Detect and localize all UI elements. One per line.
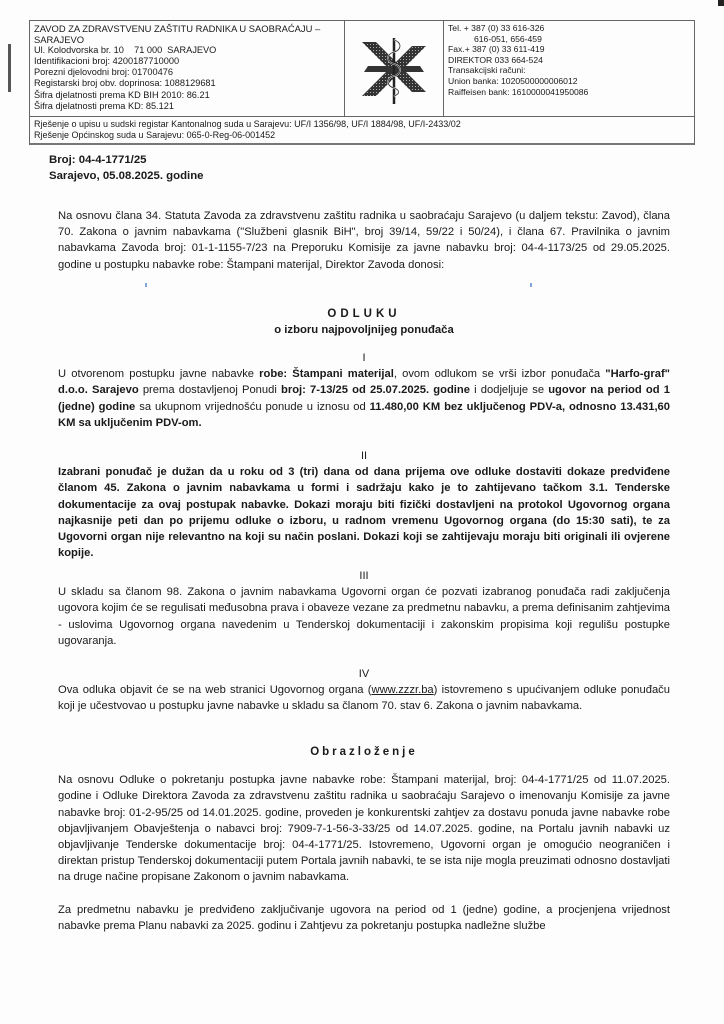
section-1-text-part: i dodjeljuje se <box>469 384 549 397</box>
org-tax-number: Porezni djelovodni broj: 01700476 <box>34 67 173 78</box>
section-4-numeral: IV <box>358 668 370 680</box>
org-activity-code-1: Šifra djelatnosti prema KD BIH 2010: 86.21 <box>34 89 210 100</box>
section-4-text-part: ) istovremeno s upućivanjem odluke ponuđaču koji je učestvovao u postupku javne nabavke u skladu sa članom 70. stav 6. Zakona o javnim nabavkama. <box>58 684 670 713</box>
decision-heading <box>58 306 670 338</box>
reasoning-section <box>58 744 670 934</box>
letterhead <box>29 20 695 145</box>
org-address: Ul. Kolodvorska br. 10 71 000 SARAJEVO <box>34 45 217 56</box>
section-2-text: Izabrani ponuđač je dužan da u roku od 3 (tri) dana od dana prijema ove odluke dostaviti dokaze predviđene članom 45. Zakona o javnim nabavkama u formi i sadržaju kako je to zahtijevano tačkom 3.1. Tenderske dokumentacije za ovaj postupak nabavke. Dokazi moraju biti fizički dostavljeni na protokol Ugovornog organa najkasnije peti dan po prijemu odluke o izboru, u radnom vremenu Ugovornog organa (do 15:30 sati), te za Ugovorni organ nije relevantno na koji su način poslani. Dokazi koji se zahtijevaju moraju biti originali ili ovjerene kopije. <box>58 466 670 560</box>
court-registration <box>30 117 694 145</box>
section-1-numeral: I <box>362 352 366 364</box>
org-activity-code-2: Šifra djelatnosti prema KD: 85.121 <box>34 100 174 111</box>
section-2-numeral: II <box>360 450 368 462</box>
bank-account-raiffeisen: Raiffeisen bank: 1610000041950086 <box>448 86 589 97</box>
section-4-text <box>58 682 670 714</box>
scan-margin-mark <box>8 44 11 92</box>
offer-number: broj: 7-13/25 od 25.07.2025. godine <box>281 384 470 397</box>
org-reg-number: Registarski broj obv. doprinosa: 1088129681 <box>34 78 216 89</box>
decision-title: ODLUKU <box>327 308 401 320</box>
section-3 <box>58 568 670 649</box>
ink-speck <box>530 283 532 287</box>
letterhead-org-info <box>30 21 345 116</box>
reasoning-paragraph-1: Na osnovu Odluke o pokretanju postupka javne nabavke robe: Štampani materijal, broj: 04-4-1771/25 od 11.07.2025. godine i Odluke Direktora Zavoda za zdravstvenu zaštitu radnika u saobraćaju Sarajevo o imenovanju Komisije za javne nabavke broj: 01-2-95/25 od 14.01.2025. godine, proveden je konkurentski zahtjev za dostavu ponuda javne nabavke robe objavljivanjem Obavještenja o nabavci broj: 7909-7-1-56-3-33/25 od 14.07.2025. godine, na Portalu javnih nabavki uz objavljivanje Tenderske dokumentacije broj: 04-4-1771/25. Istovremeno, Ugovorni organ je omogućio neograničen i direktan pristup Tenderskoj dokumentaciji putem Portala javnih nabavki, te se ista nije mogla preuzimati odnosno dostavljati na druge načine propisane Zakonom o javnim nabavkama. <box>58 774 670 884</box>
offer-value: 11.480,00 KM bez uključenog PDV-a, odnosno 13.431,60 KM sa uključenim PDV-om. <box>58 400 671 429</box>
section-1-text-part: prema dostavljenoj Ponudi <box>138 384 281 397</box>
fax: Fax.+ 387 (0) 33 611-419 <box>448 44 545 55</box>
section-3-numeral: III <box>359 570 369 582</box>
section-2 <box>58 448 670 561</box>
section-3-text: U skladu sa članom 98. Zakona o javnim nabavkama Ugovorni organ će pozvati izabranog ponuđača radi zaključenja ugovora kojim će se regulisati međusobna prava i obaveze vezane za predmetnu nabavku, a prema definisanim zahtjevima - uslovima Ugovornog organa navedenim u Tenderskoj dokumentaciji i zakonskim propisima koji regulišu postupke ugovaranja. <box>58 586 670 647</box>
section-4 <box>58 666 670 715</box>
scan-corner-mark <box>718 0 724 6</box>
selected-bidder: "Harfo-graf" d.o.o. Sarajevo <box>58 368 670 397</box>
contract-period: ugovor na period od 1 (jedne) godine <box>58 384 670 413</box>
director-phone: DIREKTOR 033 664-524 <box>448 54 543 65</box>
org-name-line1: ZAVOD ZA ZDRAVSTVENU ZAŠTITU RADNIKA U SAOBRAĆAJU – <box>34 23 321 34</box>
decision-subtitle: o izboru najpovoljnijeg ponuđača <box>274 324 454 337</box>
section-1-text-part: sa ukupnom vrijednošću ponude u iznosu od <box>135 400 370 413</box>
org-name-line2: SARAJEVO <box>34 34 85 46</box>
intro-paragraph: Na osnovu člana 34. Statuta Zavoda za zdravstvenu zaštitu radnika u saobraćaju Sarajevo (u daljem tekstu: Zavod), člana 70. Zakona o javnim nabavkama ("Službeni glasnik BiH", broj 39/14, 59/22 i 50/24), i člana 67. Pravilnika o javnim nabavkama Zavoda broj: 01-1-1155-7/23 na Preporuku Komisije za javne nabavku broj: 04-4-1173/25 od 29.05.2025. godine u postupku nabavke robe: Štampani materijal, Direktor Zavoda donosi: <box>58 210 670 271</box>
letterhead-contact-info <box>444 21 694 116</box>
website-link[interactable]: www.zzzr.ba <box>371 684 434 697</box>
procurement-subject: robe: Štampani materijal <box>259 368 394 381</box>
telephone: Tel. + 387 (0) 33 616-326 <box>448 23 545 33</box>
asclepius-cross-logo-icon <box>345 21 444 116</box>
section-1-text-part: U otvorenom postupku javne nabavke <box>58 368 260 381</box>
court-registration-cantonal: Rješenje o upisu u sudski registar Kantonalnog suda u Sarajevu: UF/I 1356/98, UF/I 1884/98, UF/I-2433/02 <box>34 119 461 129</box>
bank-account-union: Union banka: 1020500000006012 <box>448 75 578 86</box>
telephone-extra: 616-051, 656-459 <box>474 33 542 44</box>
document-number: Broj: 04-4-1771/25 <box>49 154 147 166</box>
accounts-label: Transakcijski računi: <box>448 65 526 76</box>
section-1-text <box>58 366 670 431</box>
document-meta <box>49 152 204 184</box>
court-registration-municipal: Rješenje Općinskog suda u Sarajevu: 065-0-Reg-06-001452 <box>34 130 276 140</box>
org-id-number: Identifikacioni broj: 4200187710000 <box>34 56 180 67</box>
section-4-text-part: Ova odluka objavit će se na web stranici Ugovornog organa ( <box>58 684 372 697</box>
reasoning-paragraph-2: Za predmetnu nabavku je predviđeno zaključivanje ugovora na period od 1 (jedne) godine, a procjenjena vrijednost nabavke prema Planu nabavki za 2025. godinu i Zahtjevu za pokretanju postupka nadležne službe <box>58 903 670 932</box>
intro-paragraph-block <box>58 208 670 273</box>
reasoning-title: Obrazloženje <box>310 746 418 758</box>
section-1-text-part: , ovom odlukom se vrši izbor ponuđača <box>393 368 606 381</box>
ink-speck <box>145 283 147 287</box>
section-1 <box>58 350 670 431</box>
document-place-date: Sarajevo, 05.08.2025. godine <box>49 170 204 182</box>
